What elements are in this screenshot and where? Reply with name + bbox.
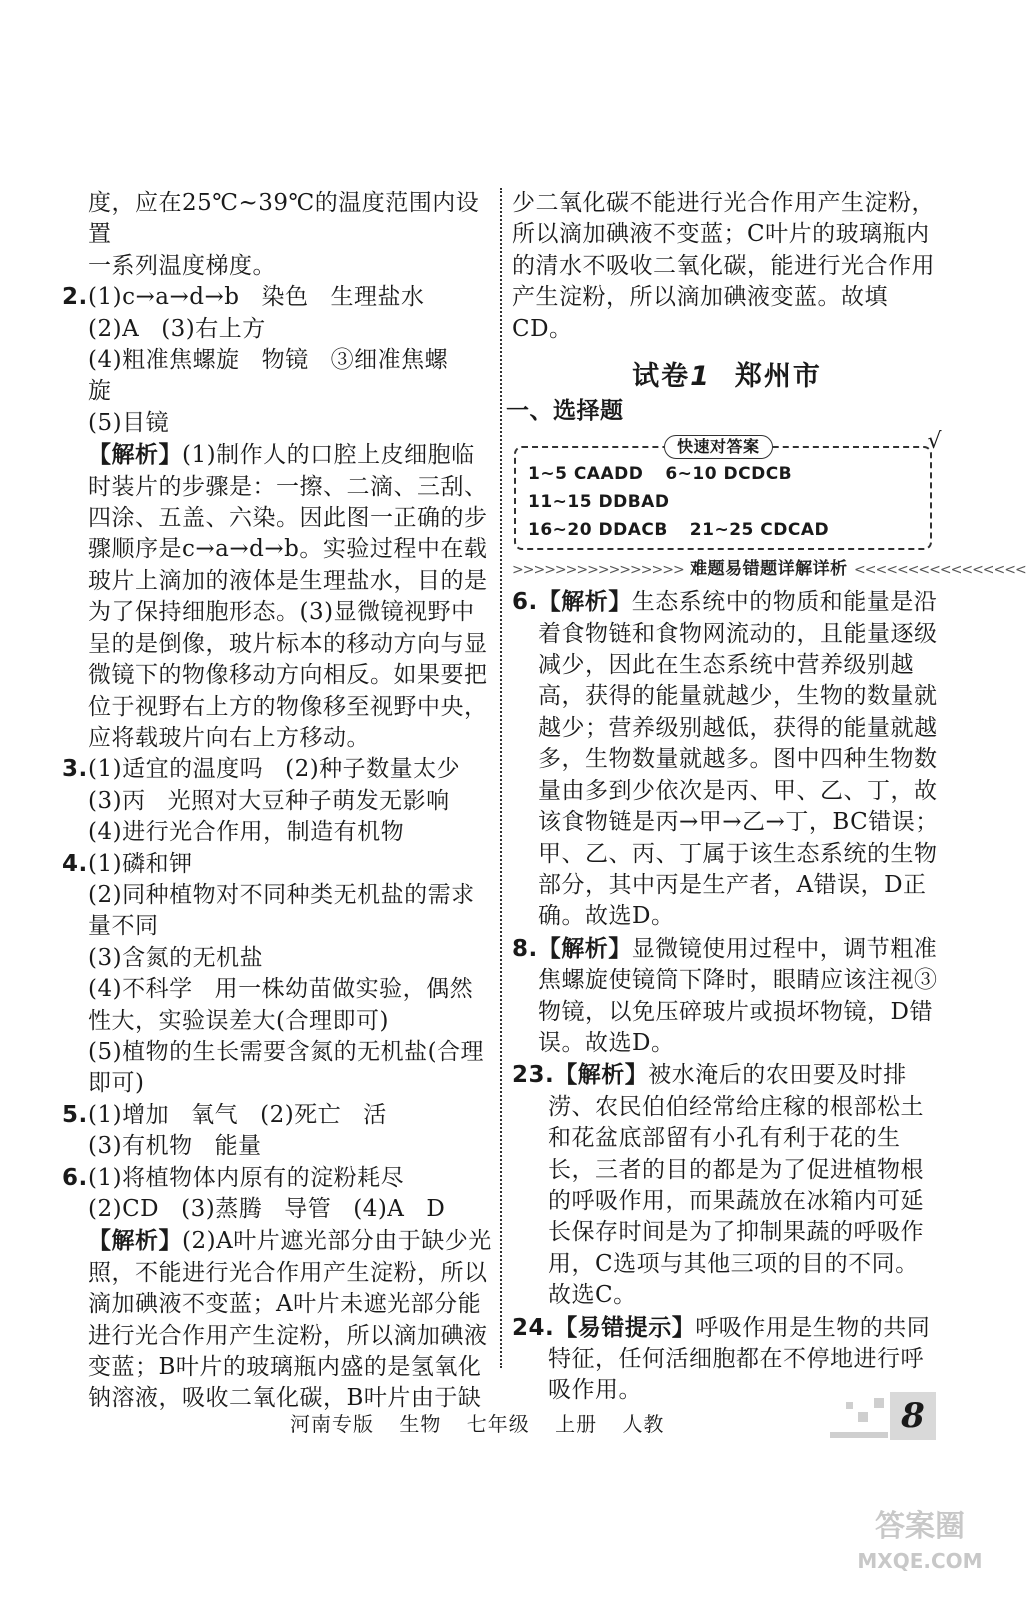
answer-text: 物镜 bbox=[261, 347, 309, 374]
analysis-tag: 【解析】 bbox=[88, 441, 182, 469]
answer-text: 活 bbox=[363, 1101, 387, 1128]
answer-text: (1)将植物体内原有的淀粉耗尽 bbox=[88, 1164, 405, 1191]
answer-text: 染色 bbox=[261, 284, 309, 311]
answer-text: (3)右上方 bbox=[161, 315, 266, 342]
answer-text: (2)种子数量太少 bbox=[285, 756, 461, 783]
answer-text: 生理盐水 bbox=[330, 284, 425, 311]
question-number: 24. bbox=[512, 1314, 555, 1341]
answer-text: (5)植物的生长需要含氮的无机盐(合理即可) bbox=[88, 1038, 485, 1097]
answer-group: 21~25 CDCAD bbox=[689, 519, 830, 540]
left-column bbox=[62, 188, 494, 1415]
footer-grade: 七年级 bbox=[466, 1412, 530, 1436]
question-number: 6. bbox=[512, 589, 538, 616]
paper-title-label: 试卷 bbox=[632, 361, 691, 393]
answer-text: 能量 bbox=[214, 1133, 262, 1160]
answer-text: D bbox=[426, 1196, 446, 1222]
answer-group: 16~20 DDACB bbox=[528, 519, 668, 540]
answer-group: 11~15 DDBAD bbox=[528, 491, 670, 512]
watermark-text: 答案圈 bbox=[875, 1509, 965, 1544]
answer-text: (1)磷和钾 bbox=[88, 850, 193, 877]
answer-group: 6~10 DCDCB bbox=[665, 463, 793, 484]
answer-row bbox=[528, 516, 918, 544]
question-number: 2. bbox=[62, 284, 88, 311]
answer-text: (4)进行光合作用，制造有机物 bbox=[88, 819, 405, 846]
question-6 bbox=[62, 1163, 494, 1415]
column-divider bbox=[500, 188, 502, 1368]
answer-text: (1)增加 bbox=[88, 1101, 170, 1128]
explanation-8 bbox=[512, 933, 942, 1060]
analysis-tag: 【解析】 bbox=[554, 1061, 649, 1089]
question-2 bbox=[62, 282, 494, 754]
footer-publisher: 人教 bbox=[622, 1412, 665, 1436]
answer-text: 旋 bbox=[88, 378, 112, 405]
banner-arrows-right: <<<<<<<<<<<<<<<< bbox=[854, 561, 1026, 578]
checkmark-icon: √ bbox=[927, 428, 942, 454]
answer-text: (3)丙 bbox=[88, 787, 146, 814]
footer-edition: 河南专版 bbox=[290, 1412, 374, 1436]
detail-banner bbox=[512, 554, 1026, 586]
explanation-24 bbox=[512, 1312, 942, 1407]
answer-text: 导管 bbox=[284, 1196, 332, 1222]
analysis-text: (2)A叶片遮光部分由于缺少光照，不能进行光合作用产生淀粉，所以滴加碘液不变蓝；A叶片未遮光部分能进行光合作用产生淀粉，所以滴加碘液变蓝；B叶片的玻璃瓶内盛的是氢氧化钠溶液，吸收二氧化碳，B叶片由于缺 bbox=[88, 1228, 492, 1412]
question-number: 4. bbox=[62, 850, 88, 877]
analysis-tag: 【解析】 bbox=[537, 588, 632, 616]
answer-text: (2)死亡 bbox=[260, 1101, 342, 1128]
answer-text: (1)c→a→d→b bbox=[88, 284, 240, 311]
answer-text: (1)适宜的温度吗 bbox=[88, 756, 264, 783]
analysis-tag: 【解析】 bbox=[537, 934, 632, 962]
answer-text: (3)蒸腾 bbox=[181, 1196, 263, 1222]
question-number: 6. bbox=[62, 1164, 88, 1191]
right-column bbox=[506, 188, 1026, 1407]
answer-text: 氧气 bbox=[191, 1101, 239, 1128]
answer-text: (3)有机物 bbox=[88, 1133, 193, 1160]
answer-text: (3)含氮的无机盐 bbox=[88, 944, 264, 971]
question-number: 5. bbox=[62, 1101, 88, 1128]
analysis-text: 显微镜使用过程中，调节粗准焦螺旋使镜筒下降时，眼睛应该注视③物镜，以免压碎玻片或损坏物镜，D错误。故选D。 bbox=[538, 935, 938, 1056]
answer-text: (4)粗准焦螺旋 bbox=[88, 347, 240, 374]
answer-text: 光照对大豆种子萌发无影响 bbox=[167, 787, 450, 814]
footer-subject: 生物 bbox=[399, 1412, 442, 1436]
section-heading: 一、选择题 bbox=[506, 398, 624, 425]
answer-row bbox=[528, 460, 918, 516]
footer-volume: 上册 bbox=[555, 1412, 598, 1436]
answer-text: (2)A bbox=[88, 315, 140, 342]
analysis-tag: 【解析】 bbox=[88, 1227, 182, 1255]
explanation-23 bbox=[512, 1059, 942, 1311]
decor-bar bbox=[830, 1432, 888, 1438]
quick-answer-title: 快速对答案 bbox=[664, 435, 773, 459]
watermark-logo bbox=[840, 1510, 1000, 1578]
watermark-text: MXQE.COM bbox=[857, 1549, 983, 1573]
question-4 bbox=[62, 849, 494, 1100]
decor-square bbox=[874, 1398, 884, 1408]
banner-title: 难题易错题详解详析 bbox=[690, 558, 848, 579]
decor-square bbox=[858, 1412, 868, 1422]
answer-group: 1~5 CAADD bbox=[528, 463, 644, 484]
quick-answer-box bbox=[514, 428, 942, 550]
answer-text: (4)不科学 bbox=[88, 976, 193, 1003]
paper-title-number: 1 bbox=[690, 361, 711, 393]
question-number: 3. bbox=[62, 756, 88, 783]
text-line: 一系列温度梯度。 bbox=[88, 252, 276, 279]
page-footer bbox=[290, 1408, 682, 1437]
text-line: 度，应在25℃~39℃的温度范围内设置 bbox=[88, 190, 480, 248]
question-5 bbox=[62, 1100, 494, 1163]
question-number: 23. bbox=[512, 1062, 555, 1089]
analysis-text: (1)制作人的口腔上皮细胞临时装片的步骤是：一擦、二滴、三刮、四涂、五盖、六染。因此图一正确的步骤顺序是c→a→d→b。实验过程中在载玻片上滴加的液体是生理盐水，目的是为了保持细胞形态。(3)显微镜视野中呈的是倒像，玻片标本的移动方向与显微镜下的物像移动方向相反。如果要把位于视野右上方的物像移至视野中央，应将载玻片向右上方移动。 bbox=[88, 442, 488, 751]
question-3 bbox=[62, 754, 494, 848]
answer-text: 用一株幼苗做实验，偶然性大，实验误差大(合理即可) bbox=[88, 976, 474, 1034]
decor-square bbox=[846, 1402, 853, 1409]
paper-title-city: 郑州市 bbox=[734, 361, 822, 393]
page-number: 8 bbox=[890, 1392, 936, 1440]
analysis-text: 被水淹后的农田要及时排涝、农民伯伯经常给庄稼的根部松土和花盆底部留有小孔有利于花的生长，三者的目的都是为了促进植物根的呼吸作用，而果蔬放在冰箱内可延长保存时间是为了抑制果蔬的呼吸作用，C选项与其他三项的目的不同。故选C。 bbox=[548, 1062, 924, 1309]
banner-arrows-left: >>>>>>>>>>>>>>>> bbox=[512, 561, 684, 578]
paper-title bbox=[512, 361, 942, 392]
tip-tag: 【易错提示】 bbox=[554, 1313, 696, 1341]
answer-text: (5)目镜 bbox=[88, 409, 170, 436]
explanation-6 bbox=[512, 586, 942, 932]
answer-text: (4)A bbox=[353, 1196, 405, 1222]
answer-text: ③细准焦螺 bbox=[330, 347, 449, 374]
analysis-text: 呼吸作用是生物的共同特征，任何活细胞都在不停地进行呼吸作用。 bbox=[548, 1314, 931, 1404]
answer-text: (2)CD bbox=[88, 1196, 160, 1222]
analysis-text: 生态系统中的物质和能量是沿着食物链和食物网流动的，且能量逐级减少，因此在生态系统中营养级别越高，获得的能量就越少，生物的数量就越少；营养级别越低，获得的能量就越多，生物数量就越多。图中四种生物数量由多到少依次是丙、甲、乙、丁，故该食物链是丙→甲→乙→丁，BC错误；甲、乙、丙、丁属于该生态系统的生物部分，其中丙是生产者，A错误，D正确。故选D。 bbox=[538, 589, 939, 930]
question-number: 8. bbox=[512, 935, 538, 962]
analysis-text: 少二氧化碳不能进行光合作用产生淀粉，所以滴加碘液不变蓝；C叶片的玻璃瓶内的清水不吸收二氧化碳，能进行光合作用产生淀粉，所以滴加碘液变蓝。故填CD。 bbox=[512, 190, 935, 342]
answer-text: (2)同种植物对不同种类无机盐的需求量不同 bbox=[88, 881, 475, 940]
